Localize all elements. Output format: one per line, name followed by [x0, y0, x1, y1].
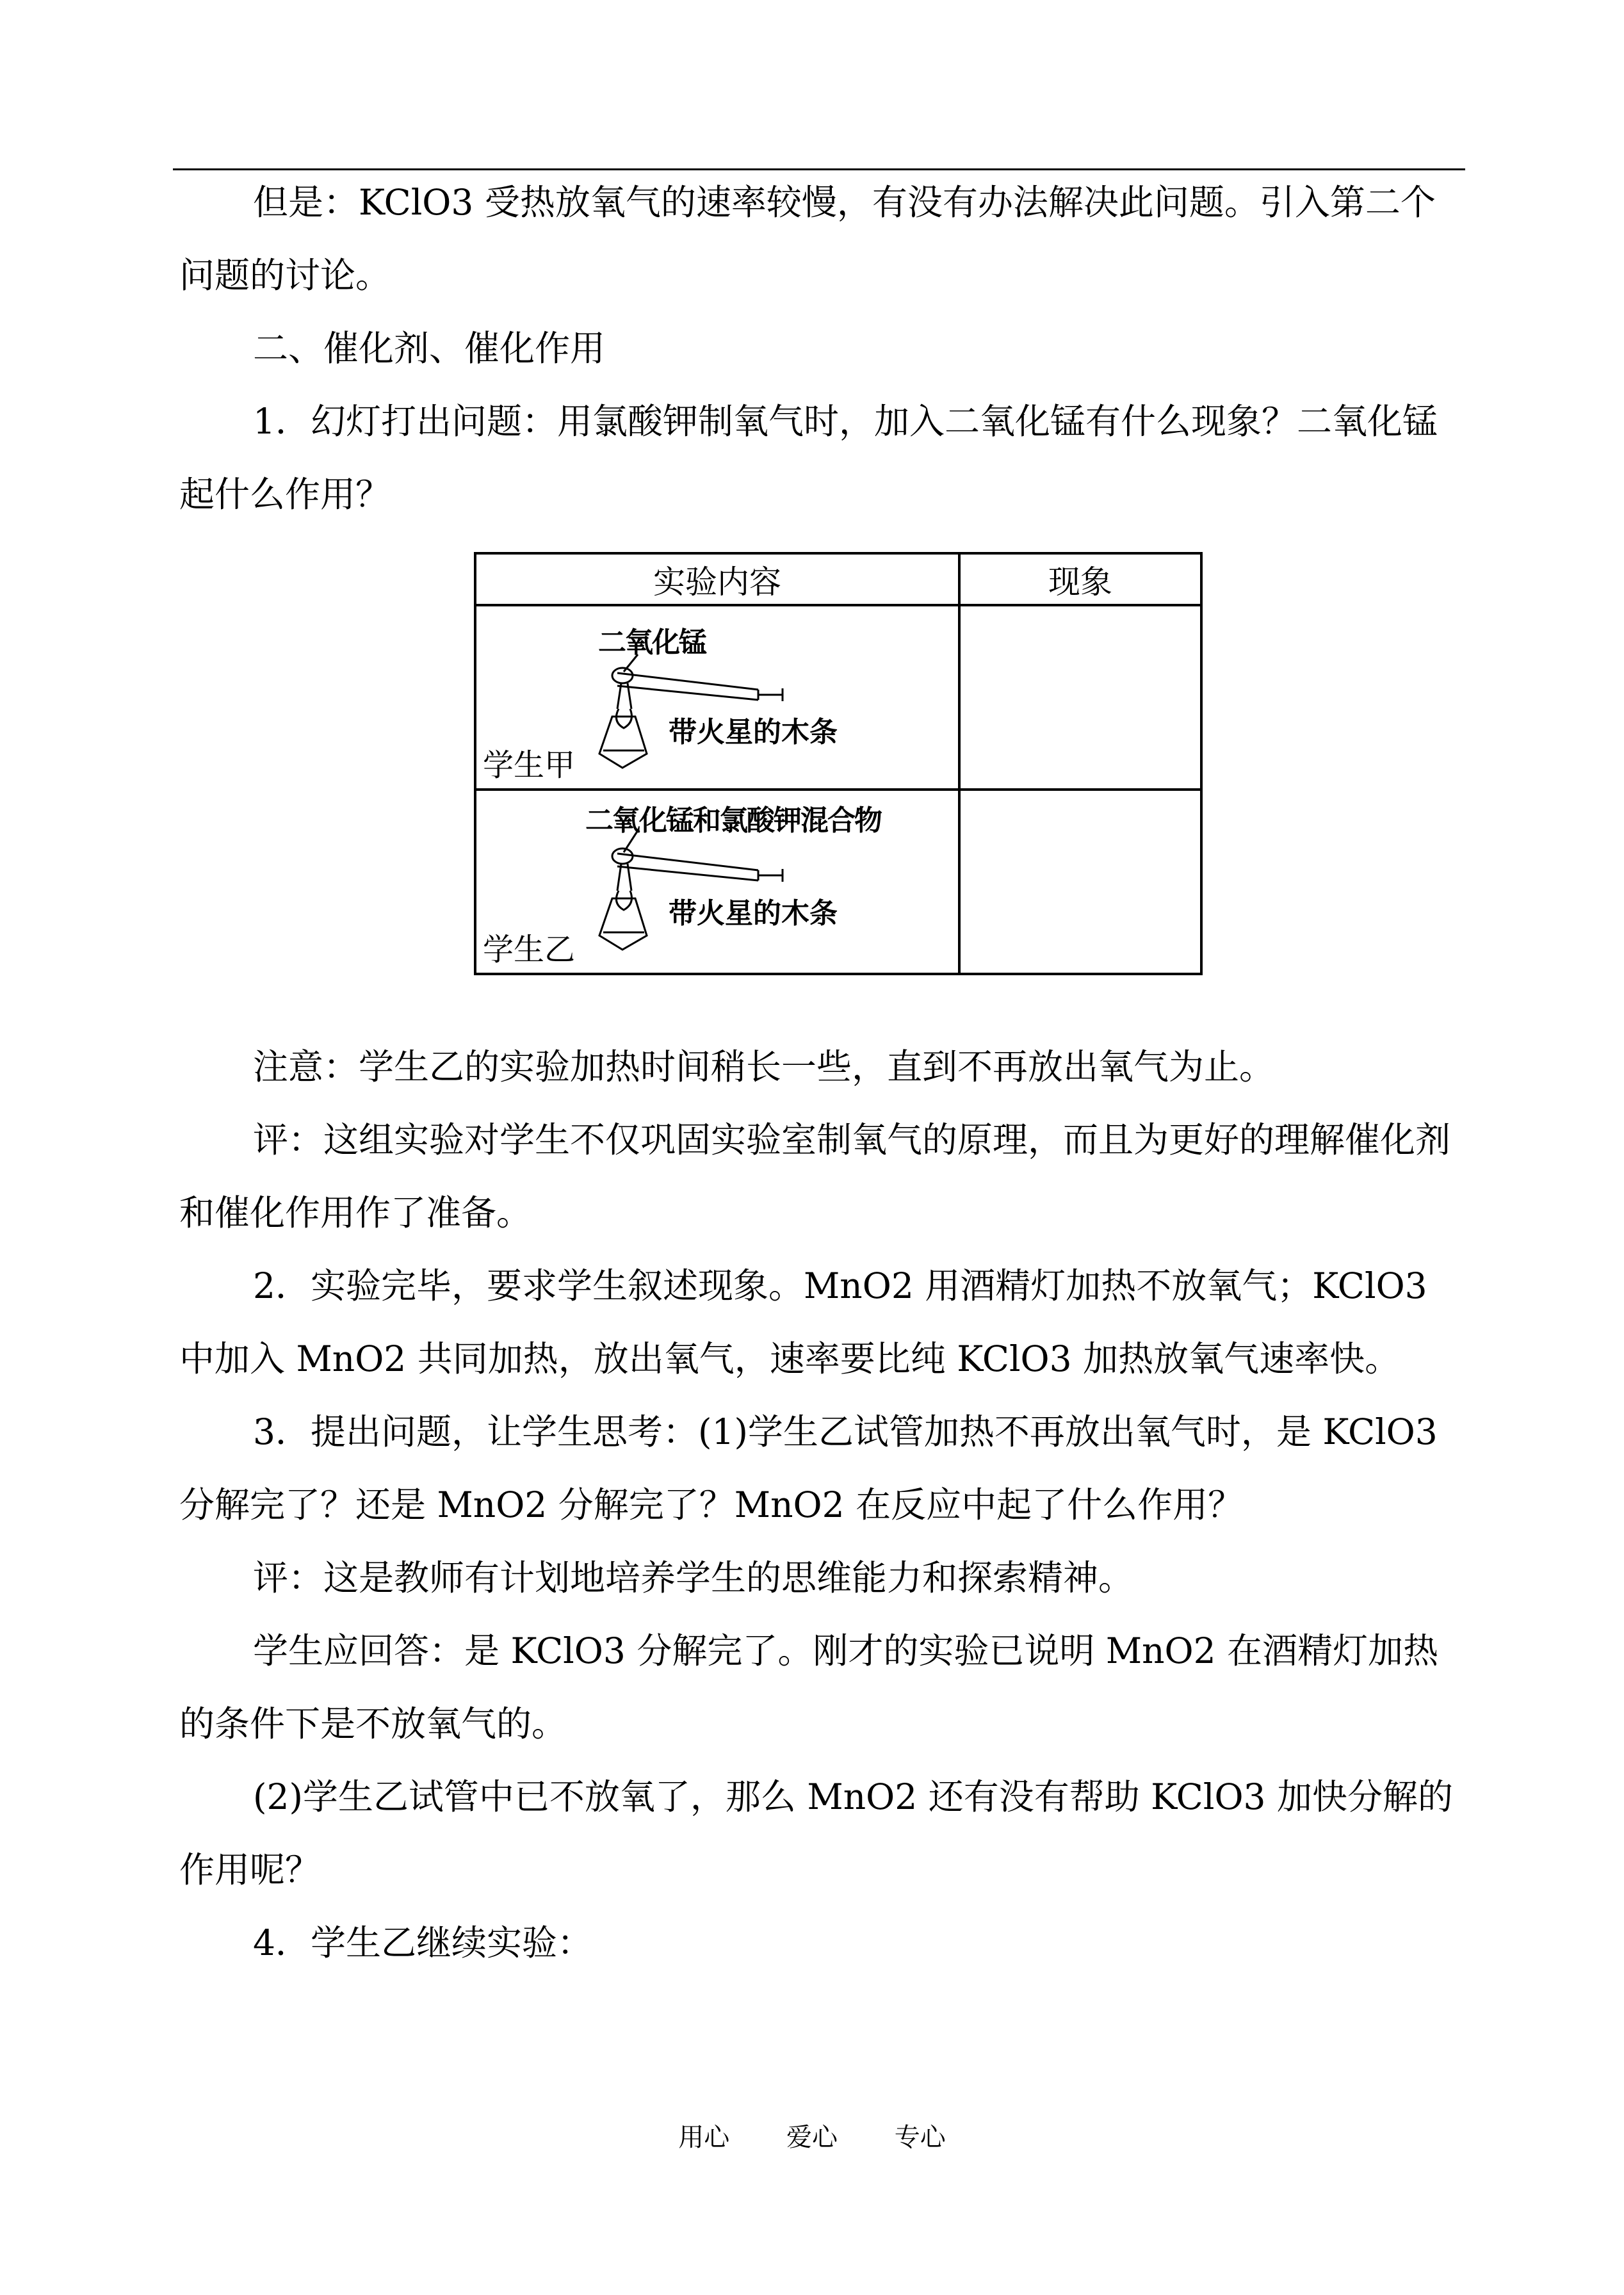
paragraph-comment-2: 评：这是教师有计划地培养学生的思维能力和探索精神。	[253, 1557, 1134, 1598]
label-mno2: 二氧化锰	[598, 626, 706, 659]
header-phenomenon: 现象	[959, 553, 1201, 605]
section-heading: 二、催化剂、催化作用	[253, 328, 606, 369]
footer-word-1: 用心	[678, 2123, 730, 2152]
experiment-table	[474, 552, 1203, 975]
label-stick-1: 带火星的木条	[669, 716, 838, 749]
paragraph-step-2: 2．实验完毕，要求学生叙述现象。MnO2 用酒精灯加热不放氧气；KClO3 中加入 MnO2 共同加热，放出氧气，速率要比纯 KClO3 加热放氧气速率快。	[179, 1265, 1427, 1379]
student-jia: 学生甲	[483, 747, 576, 783]
paragraph-intro: 但是：KClO3 受热放氧气的速率较慢，有没有办法解决此问题。引入第二个问题的讨论。	[179, 182, 1436, 296]
label-mixture: 二氧化锰和氯酸钾混合物	[585, 804, 881, 837]
header-content: 实验内容	[475, 553, 959, 605]
paragraph-step-3: 3．提出问题，让学生思考：(1)学生乙试管加热不再放出氧气时，是 KClO3 分解完了？还是 MnO2 分解完了？MnO2 在反应中起了什么作用？	[179, 1411, 1438, 1525]
row-student-yi-phenomenon	[959, 790, 1201, 974]
student-yi: 学生乙	[483, 932, 576, 968]
paragraph-step-4: 4．学生乙继续实验：	[253, 1922, 592, 1963]
row-student-jia-content	[475, 605, 959, 790]
paragraph-note: 注意：学生乙的实验加热时间稍长一些，直到不再放出氧气为止。	[253, 1046, 1275, 1087]
paragraph-question-2: (2)学生乙试管中已不放氧了，那么 MnO2 还有没有帮助 KClO3 加快分解的作用呢？	[179, 1776, 1454, 1890]
label-stick-2: 带火星的木条	[669, 897, 838, 930]
page-footer	[0, 2117, 1624, 2153]
row-student-jia-phenomenon	[959, 605, 1201, 790]
row-student-yi-content	[475, 790, 959, 974]
footer-word-3: 专心	[894, 2123, 946, 2152]
footer-word-2: 爱心	[786, 2123, 838, 2152]
paragraph-comment-1: 评：这组实验对学生不仅巩固实验室制氧气的原理，而且为更好的理解催化剂和催化作用作了准备。	[179, 1119, 1451, 1233]
paragraph-question-1: 1．幻灯打出问题：用氯酸钾制氧气时，加入二氧化锰有什么现象？二氧化锰起什么作用？	[179, 401, 1438, 515]
paragraph-answer: 学生应回答：是 KClO3 分解完了。刚才的实验已说明 MnO2 在酒精灯加热的条件下是不放氧气的。	[179, 1630, 1439, 1744]
